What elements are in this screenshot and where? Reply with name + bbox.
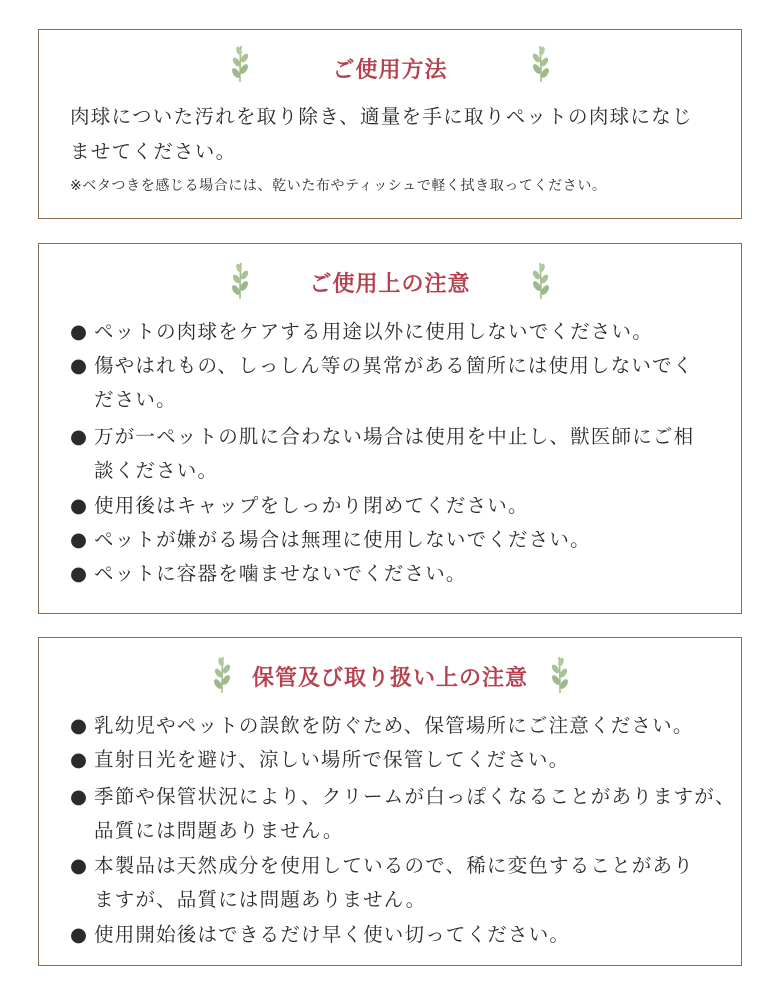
- list-item: ● ペットに容器を噛ませないでください。: [70, 557, 721, 591]
- storage-title: 保管及び取り扱い上の注意: [251, 666, 528, 691]
- bullet-icon: ●: [70, 354, 89, 377]
- bullet-icon: ●: [70, 494, 89, 517]
- usage-header: [39, 30, 741, 90]
- bullet-icon: ●: [70, 854, 89, 877]
- storage-card: [38, 637, 742, 966]
- list-item: ● ペットが嫌がる場合は無理に使用しないでください。: [70, 523, 721, 557]
- cautions-card: [38, 243, 742, 614]
- leaf-sprig-icon: [530, 262, 552, 300]
- usage-line: ませてください。: [70, 140, 237, 163]
- list-item: ● 乳幼児やペットの誤飲を防ぐため、保管場所にご注意ください。: [70, 709, 721, 743]
- bullet-icon: ●: [70, 923, 89, 946]
- list-item: ● 傷やはれもの、しっしん等の異常がある箇所には使用しないでく ださい。: [70, 349, 721, 417]
- storage-header: [39, 638, 741, 698]
- list-item: ● 季節や保管状況により、クリームが白っぽくなることがありますが、 品質には問題ありません。: [70, 780, 721, 848]
- bullet-icon: ●: [70, 748, 89, 771]
- bullet-icon: ●: [70, 528, 89, 551]
- usage-card: [38, 29, 742, 219]
- list-item: ● 使用開始後はできるだけ早く使い切ってください。: [70, 918, 721, 952]
- leaf-sprig-icon: [549, 656, 571, 694]
- usage-note: ※ベタつきを感じる場合には、乾いた布やティッシュで軽く拭き取ってください。: [70, 178, 607, 194]
- cautions-header: [39, 244, 741, 304]
- bullet-icon: ●: [70, 425, 89, 448]
- bullet-icon: ●: [70, 714, 89, 737]
- list-item: ● 直射日光を避け、涼しい場所で保管してください。: [70, 743, 721, 777]
- list-item: ● 万が一ペットの肌に合わない場合は使用を中止し、獣医師にご相 談ください。: [70, 420, 721, 488]
- bullet-icon: ●: [70, 320, 89, 343]
- usage-line: 肉球についた汚れを取り除き、適量を手に取りペットの肉球になじ: [70, 105, 693, 128]
- bullet-icon: ●: [70, 562, 89, 585]
- list-item: ● ペットの肉球をケアする用途以外に使用しないでください。: [70, 315, 721, 349]
- cautions-title: ご使用上の注意: [309, 272, 471, 297]
- list-item: ● 使用後はキャップをしっかり閉めてください。: [70, 489, 721, 523]
- list-item: ● 本製品は天然成分を使用しているので、稀に変色することがあり ますが、品質には問題ありません。: [70, 849, 721, 917]
- leaf-sprig-icon: [530, 45, 552, 83]
- bullet-icon: ●: [70, 785, 89, 808]
- usage-title: ご使用方法: [332, 58, 448, 83]
